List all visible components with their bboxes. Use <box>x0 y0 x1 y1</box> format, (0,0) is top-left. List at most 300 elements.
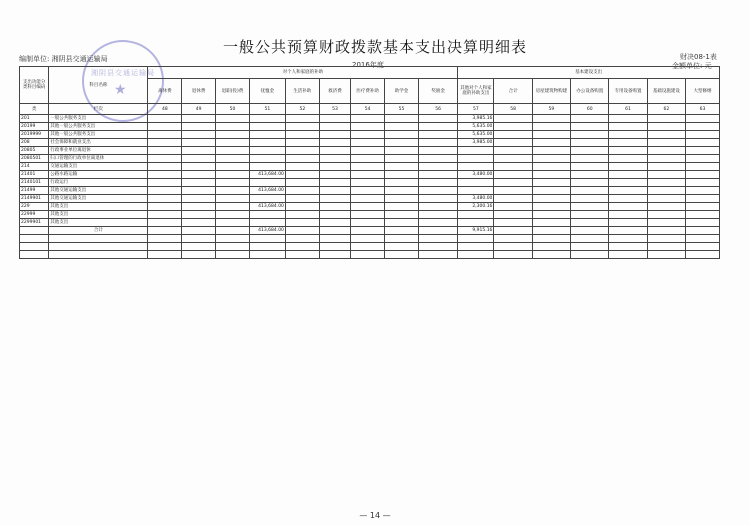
col-number: 57 <box>458 104 494 115</box>
row-cell <box>458 251 494 259</box>
row-cell <box>182 243 216 251</box>
row-other-personal <box>458 219 494 227</box>
row-cell <box>418 163 458 171</box>
row-cell <box>532 195 570 203</box>
row-cell <box>571 115 609 123</box>
row-medical-subsidy <box>249 179 285 187</box>
row-cell <box>385 115 419 123</box>
col-number: 48 <box>148 104 182 115</box>
row-cell <box>685 171 719 179</box>
row-cell <box>285 163 319 171</box>
row-medical-subsidy <box>249 147 285 155</box>
row-cell <box>319 219 351 227</box>
row-other-personal: 9,915.16 <box>458 227 494 235</box>
row-cell <box>609 203 647 211</box>
col-number: 54 <box>351 104 385 115</box>
row-cell <box>148 235 182 243</box>
row-cell <box>385 139 419 147</box>
header-group-public: 基本建设支出 <box>458 67 720 79</box>
row-medical-subsidy: 413,684.00 <box>249 227 285 235</box>
row-name: 交通运输支出 <box>49 163 148 171</box>
row-cell <box>285 203 319 211</box>
row-cell <box>182 179 216 187</box>
row-cell <box>494 123 532 131</box>
row-cell <box>647 163 685 171</box>
row-cell <box>182 203 216 211</box>
row-cell <box>571 131 609 139</box>
row-cell <box>571 155 609 163</box>
table-row <box>20 195 720 203</box>
row-name: 一般公共服务支出 <box>49 115 148 123</box>
row-name: 行政事业单位离退休 <box>49 147 148 155</box>
row-cell <box>532 203 570 211</box>
row-cell <box>216 187 250 195</box>
col-number: 61 <box>609 104 647 115</box>
row-cell <box>319 115 351 123</box>
row-code: 2140101 <box>20 179 49 187</box>
row-cell <box>385 203 419 211</box>
row-cell <box>609 131 647 139</box>
row-cell <box>571 187 609 195</box>
row-other-personal <box>458 155 494 163</box>
header-col-5: 生活补助 <box>285 79 319 104</box>
row-cell <box>647 139 685 147</box>
row-cell <box>385 155 419 163</box>
row-cell <box>532 219 570 227</box>
row-cell <box>385 227 419 235</box>
row-cell <box>351 123 385 131</box>
row-cell <box>285 243 319 251</box>
row-medical-subsidy: 413,684.00 <box>249 171 285 179</box>
row-cell <box>385 131 419 139</box>
row-cell <box>285 155 319 163</box>
row-cell <box>319 131 351 139</box>
row-cell <box>494 251 532 259</box>
row-medical-subsidy <box>249 163 285 171</box>
row-medical-subsidy <box>249 155 285 163</box>
row-cell <box>285 235 319 243</box>
row-cell <box>418 123 458 131</box>
row-other-personal <box>458 187 494 195</box>
row-cell <box>418 195 458 203</box>
row-cell <box>20 243 49 251</box>
row-cell <box>685 163 719 171</box>
row-cell <box>285 179 319 187</box>
row-cell <box>319 235 351 243</box>
row-cell <box>418 155 458 163</box>
row-cell <box>216 171 250 179</box>
row-cell <box>494 187 532 195</box>
row-cell <box>647 171 685 179</box>
row-cell <box>385 243 419 251</box>
row-cell <box>148 139 182 147</box>
row-cell <box>148 115 182 123</box>
row-code: 21499 <box>20 187 49 195</box>
row-cell <box>647 211 685 219</box>
row-cell <box>418 211 458 219</box>
header-col-4: 抚恤金 <box>249 79 285 104</box>
row-code: 22999 <box>20 211 49 219</box>
row-cell <box>647 251 685 259</box>
row-cell <box>351 139 385 147</box>
row-cell <box>458 235 494 243</box>
amount-unit: 金额单位: 元 <box>672 62 712 70</box>
row-medical-subsidy <box>249 139 285 147</box>
row-cell <box>685 227 719 235</box>
row-cell <box>216 131 250 139</box>
table-row <box>20 219 720 227</box>
blank-row <box>20 251 720 259</box>
header-row-numbers <box>20 104 720 115</box>
row-code: 208 <box>20 139 49 147</box>
unit-label: 编制单位: 湘阴县交通运输局 <box>19 55 108 63</box>
row-cell <box>148 251 182 259</box>
row-cell <box>182 163 216 171</box>
row-cell <box>216 147 250 155</box>
row-cell <box>385 163 419 171</box>
blank-row <box>20 235 720 243</box>
row-cell <box>418 147 458 155</box>
row-cell <box>319 227 351 235</box>
row-cell <box>385 179 419 187</box>
row-cell <box>418 243 458 251</box>
row-cell <box>216 123 250 131</box>
header-col-1: 离休费 <box>148 79 182 104</box>
row-cell <box>571 227 609 235</box>
row-cell <box>418 115 458 123</box>
row-code: 201 <box>20 115 49 123</box>
blank-row <box>20 243 720 251</box>
row-cell <box>609 147 647 155</box>
page-title: 一般公共预算财政拨款基本支出决算明细表 <box>222 38 527 56</box>
row-cell <box>385 251 419 259</box>
row-cell <box>182 131 216 139</box>
header-col-15: 基础设施建设 <box>647 79 685 104</box>
row-cell <box>685 155 719 163</box>
row-cell <box>285 139 319 147</box>
row-cell <box>351 147 385 155</box>
row-cell <box>685 115 719 123</box>
row-other-personal: 2,300.16 <box>458 203 494 211</box>
row-code: 2080501 <box>20 155 49 163</box>
table-row <box>20 211 720 219</box>
row-cell <box>494 131 532 139</box>
row-cell <box>319 195 351 203</box>
header-col-14: 专用设备购置 <box>609 79 647 104</box>
row-cell <box>494 171 532 179</box>
row-cell <box>418 235 458 243</box>
row-cell <box>571 211 609 219</box>
row-name: 其他一般公共服务支出 <box>49 131 148 139</box>
row-cell <box>216 195 250 203</box>
row-cell <box>351 115 385 123</box>
row-cell <box>285 171 319 179</box>
row-cell <box>216 155 250 163</box>
row-cell <box>685 219 719 227</box>
row-code: 2019999 <box>20 131 49 139</box>
row-other-personal <box>458 147 494 155</box>
row-cell <box>20 251 49 259</box>
row-code: 214 <box>20 163 49 171</box>
row-cell <box>647 227 685 235</box>
row-code: 21401 <box>20 171 49 179</box>
row-cell <box>609 179 647 187</box>
row-cell <box>148 147 182 155</box>
row-code: 2149901 <box>20 195 49 203</box>
row-cell <box>216 227 250 235</box>
row-cell <box>571 163 609 171</box>
row-cell <box>351 227 385 235</box>
header-col-11: 合计 <box>494 79 532 104</box>
row-cell <box>647 131 685 139</box>
row-code: 20805 <box>20 147 49 155</box>
row-name: 其他支出 <box>49 219 148 227</box>
row-name: 其他支出 <box>49 203 148 211</box>
row-cell <box>319 147 351 155</box>
row-cell <box>685 251 719 259</box>
row-cell <box>285 211 319 219</box>
header-col-6: 救济费 <box>319 79 351 104</box>
row-cell <box>494 139 532 147</box>
row-medical-subsidy <box>249 219 285 227</box>
row-cell <box>148 203 182 211</box>
row-cell <box>609 219 647 227</box>
row-cell <box>609 115 647 123</box>
row-cell <box>319 203 351 211</box>
row-cell <box>216 211 250 219</box>
row-cell <box>685 211 719 219</box>
row-other-personal <box>458 163 494 171</box>
row-cell <box>571 147 609 155</box>
row-cell <box>148 243 182 251</box>
row-cell <box>685 235 719 243</box>
row-medical-subsidy <box>249 115 285 123</box>
row-other-personal: 5,635.00 <box>458 123 494 131</box>
row-cell <box>351 131 385 139</box>
row-other-personal <box>458 179 494 187</box>
row-code <box>20 227 49 235</box>
row-name: 归口管理的行政单位离退休 <box>49 155 148 163</box>
row-cell <box>216 203 250 211</box>
row-cell <box>532 251 570 259</box>
col-num-label: 栏次 <box>49 104 148 115</box>
row-cell <box>609 139 647 147</box>
row-cell <box>571 235 609 243</box>
row-cell <box>351 243 385 251</box>
row-cell <box>647 195 685 203</box>
row-cell <box>385 147 419 155</box>
row-code: 2299901 <box>20 219 49 227</box>
row-cell <box>182 115 216 123</box>
row-cell <box>216 251 250 259</box>
row-cell <box>647 179 685 187</box>
row-name: 其他交通运输支出 <box>49 187 148 195</box>
row-cell <box>285 147 319 155</box>
row-cell <box>571 219 609 227</box>
row-cell <box>418 227 458 235</box>
page-number: — 14 — <box>359 511 391 520</box>
row-cell <box>385 235 419 243</box>
row-cell <box>494 163 532 171</box>
row-cell <box>685 139 719 147</box>
row-cell <box>351 219 385 227</box>
row-cell <box>216 243 250 251</box>
row-other-personal: 3,480.00 <box>458 171 494 179</box>
row-name: 社会保障和就业支出 <box>49 139 148 147</box>
row-cell <box>49 251 148 259</box>
row-cell <box>182 187 216 195</box>
row-cell <box>148 211 182 219</box>
row-cell <box>285 131 319 139</box>
row-cell <box>182 147 216 155</box>
row-cell <box>319 179 351 187</box>
row-cell <box>494 195 532 203</box>
row-cell <box>182 123 216 131</box>
row-cell <box>285 115 319 123</box>
row-cell <box>385 195 419 203</box>
table-row <box>20 203 720 211</box>
row-cell <box>532 187 570 195</box>
col-number: 55 <box>385 104 419 115</box>
row-cell <box>571 195 609 203</box>
row-cell <box>494 179 532 187</box>
row-cell <box>458 243 494 251</box>
row-cell <box>532 227 570 235</box>
row-medical-subsidy: 413,684.00 <box>249 203 285 211</box>
row-cell <box>148 187 182 195</box>
row-cell <box>532 155 570 163</box>
row-cell <box>182 219 216 227</box>
row-cell <box>685 131 719 139</box>
col-number: 56 <box>418 104 458 115</box>
seal-text: 湘阴县交通运输局 <box>91 69 155 77</box>
row-cell <box>385 219 419 227</box>
row-cell <box>571 139 609 147</box>
row-cell <box>532 163 570 171</box>
row-name: 公路水路运输 <box>49 171 148 179</box>
header-col-10: 其他对个人和家庭的补助支出 <box>458 79 494 104</box>
row-cell <box>148 227 182 235</box>
row-name: 其他交通运输支出 <box>49 195 148 203</box>
table-row <box>20 147 720 155</box>
row-cell <box>285 227 319 235</box>
row-cell <box>182 251 216 259</box>
row-cell <box>182 211 216 219</box>
row-cell <box>647 187 685 195</box>
year-label: 2016年度 <box>352 61 384 69</box>
row-cell <box>216 115 250 123</box>
row-cell <box>532 139 570 147</box>
row-cell <box>148 179 182 187</box>
row-cell <box>49 243 148 251</box>
row-cell <box>249 243 285 251</box>
header-col-7: 医疗费补助 <box>351 79 385 104</box>
row-cell <box>49 235 148 243</box>
row-cell <box>351 195 385 203</box>
header-code: 支出功能分类科目编码 <box>20 67 49 104</box>
row-cell <box>494 243 532 251</box>
row-cell <box>609 123 647 131</box>
table-row <box>20 115 720 123</box>
row-cell <box>385 171 419 179</box>
row-cell <box>285 195 319 203</box>
row-cell <box>609 243 647 251</box>
row-cell <box>285 251 319 259</box>
row-other-personal: 3,985.00 <box>458 139 494 147</box>
row-cell <box>532 179 570 187</box>
expenditure-table <box>19 66 720 259</box>
row-cell <box>249 251 285 259</box>
row-cell <box>647 235 685 243</box>
row-cell <box>609 155 647 163</box>
row-cell <box>571 251 609 259</box>
row-cell <box>216 235 250 243</box>
table-row <box>20 131 720 139</box>
row-cell <box>571 179 609 187</box>
row-cell <box>385 211 419 219</box>
row-cell <box>647 147 685 155</box>
row-name: 其他支出 <box>49 211 148 219</box>
row-cell <box>571 171 609 179</box>
row-cell <box>494 147 532 155</box>
row-cell <box>385 123 419 131</box>
row-cell <box>148 155 182 163</box>
row-cell <box>609 163 647 171</box>
row-cell <box>285 123 319 131</box>
row-cell <box>418 171 458 179</box>
row-name: 行政运行 <box>49 179 148 187</box>
row-cell <box>385 187 419 195</box>
row-cell <box>319 139 351 147</box>
header-row-groups <box>20 67 720 79</box>
row-cell <box>532 147 570 155</box>
row-cell <box>351 187 385 195</box>
row-cell <box>418 187 458 195</box>
row-cell <box>182 139 216 147</box>
row-cell <box>609 187 647 195</box>
row-cell <box>532 243 570 251</box>
header-col-13: 办公设备购置 <box>571 79 609 104</box>
row-cell <box>351 163 385 171</box>
col-number: 60 <box>571 104 609 115</box>
table-row <box>20 227 720 235</box>
row-cell <box>647 203 685 211</box>
row-cell <box>418 203 458 211</box>
row-cell <box>148 163 182 171</box>
header-col-12: 房屋建筑物购建 <box>532 79 570 104</box>
row-cell <box>319 171 351 179</box>
row-cell <box>609 235 647 243</box>
table-row <box>20 139 720 147</box>
row-cell <box>494 203 532 211</box>
row-cell <box>249 235 285 243</box>
row-other-personal: 3,985.16 <box>458 115 494 123</box>
row-cell <box>571 203 609 211</box>
row-name: 其他一般公共服务支出 <box>49 123 148 131</box>
row-cell <box>418 251 458 259</box>
row-cell <box>685 123 719 131</box>
row-cell <box>685 243 719 251</box>
col-number: 51 <box>249 104 285 115</box>
row-name: 合计 <box>49 227 148 235</box>
row-cell <box>647 115 685 123</box>
table-row <box>20 179 720 187</box>
col-number: 49 <box>182 104 216 115</box>
row-cell <box>148 195 182 203</box>
header-col-2: 退休费 <box>182 79 216 104</box>
row-cell <box>609 211 647 219</box>
header-name: 科目名称 <box>49 67 148 104</box>
